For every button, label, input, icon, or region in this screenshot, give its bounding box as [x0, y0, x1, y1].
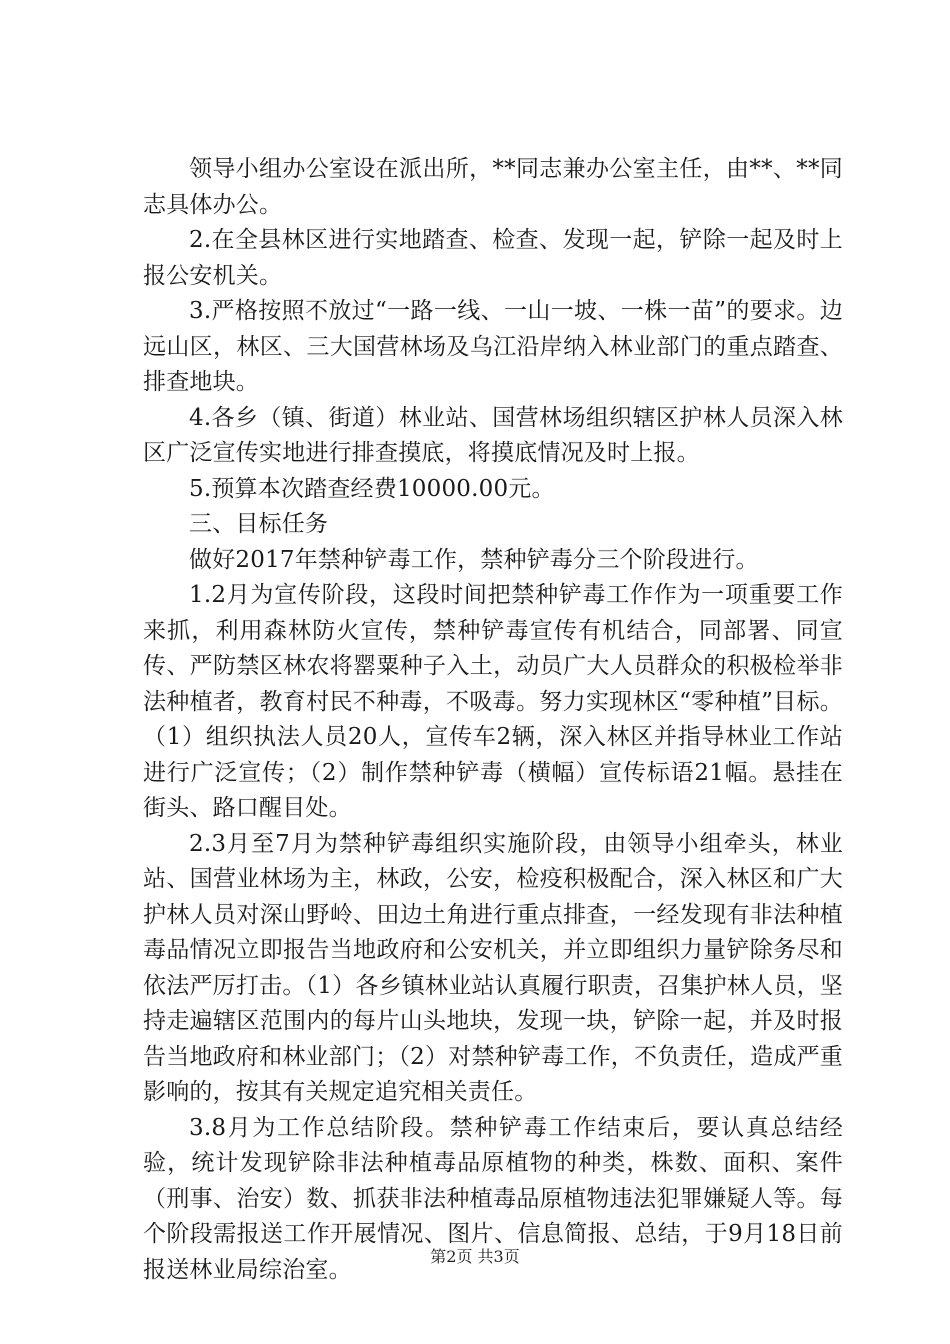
paragraph-item-4: 4.各乡（镇、街道）林业站、国营林场组织辖区护林人员深入林区广泛宣传实地进行排查摸底，将摸底情况及时上报。: [143, 404, 843, 466]
paragraph-item-5: 5.预算本次踏查经费10000.00元。: [189, 475, 555, 502]
document-body: [143, 152, 843, 1288]
paragraph-goals-intro: 做好2017年禁种铲毒工作，禁种铲毒分三个阶段进行。: [189, 546, 759, 573]
paragraph-stage-2: 2.3月至7月为禁种铲毒组织实施阶段，由领导小组牵头，林业站、国营业林场为主，林政，公安，检疫积极配合，深入林区和广大护林人员对深山野岭、田边土角进行重点排查，一经发现有非法种植毒品情况立即报告当地政府和公安机关，并立即组织力量铲除务尽和依法严厉打击。（1）各乡镇林业站认真履行职责，召集护林人员，坚持走遍辖区范围内的每片山头地块，发现一块，铲除一起，并及时报告当地政府和林业部门；（2）对禁种铲毒工作，不负责任，造成严重影响的，按其有关规定追究相关责任。: [143, 830, 843, 1105]
paragraph-item-3: 3.严格按照不放过“一路一线、一山一坡、一株一苗”的要求。边远山区，林区、三大国营林场及乌江沿岸纳入林业部门的重点踏查、排查地块。: [143, 298, 843, 395]
section-heading-goals: 三、目标任务: [189, 511, 329, 537]
paragraph-item-2: 2.在全县林区进行实地踏查、检查、发现一起，铲除一起及时上报公安机关。: [143, 227, 843, 289]
paragraph-stage-3: 3.8月为工作总结阶段。禁种铲毒工作结束后，要认真总结经验，统计发现铲除非法种植毒品原植物的种类，株数、面积、案件（刑事、治安）数、抓获非法种植毒品原植物违法犯罪嫌疑人等。每个阶段需报送工作开展情况、图片、信息简报、总结，于9月18日前报送林业局综治室。: [143, 1114, 843, 1283]
page-number-footer: 第2页 共3页: [430, 1247, 520, 1266]
paragraph-office-setup: 领导小组办公室设在派出所，**同志兼办公室主任，由**、**同志具体办公。: [143, 156, 843, 218]
paragraph-stage-1: 1.2月为宣传阶段，这段时间把禁种铲毒工作作为一项重要工作来抓，利用森林防火宣传，禁种铲毒宣传有机结合，同部署、同宣传、严防禁区林农将罂粟种子入土，动员广大人员群众的积极检举非法种植者，教育村民不种毒，不吸毒。努力实现林区“零种植”目标。（1）组织执法人员20人，宣传车2辆，深入林区并指导林业工作站进行广泛宣传；（2）制作禁种铲毒（横幅）宣传标语21幅。悬挂在街头、路口醒目处。: [143, 582, 843, 821]
